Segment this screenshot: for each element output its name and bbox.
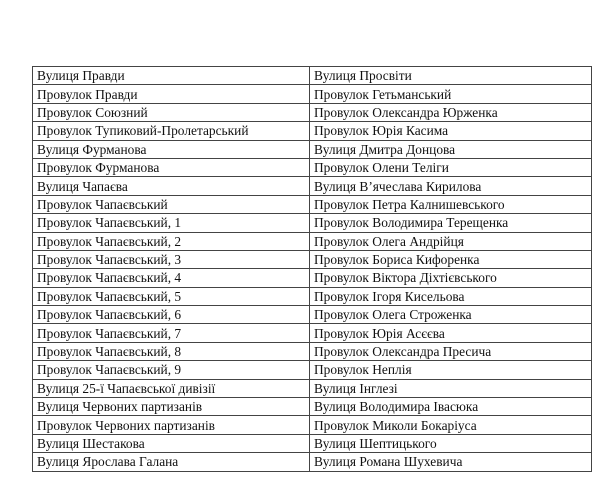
new-street-name-cell: Вулиця В’ячеслава Кирилова	[310, 177, 592, 195]
old-street-name-cell: Провулок Чапаєвський, 2	[33, 232, 310, 250]
new-street-name-cell: Вулиця Дмитра Донцова	[310, 140, 592, 158]
table-row	[33, 342, 592, 360]
table-row	[33, 103, 592, 121]
street-rename-table	[32, 66, 592, 472]
new-street-name-cell: Провулок Миколи Бокаріуса	[310, 416, 592, 434]
new-street-name-cell: Провулок Юрія Касима	[310, 122, 592, 140]
table-row	[33, 140, 592, 158]
table-row	[33, 453, 592, 471]
table-row	[33, 434, 592, 452]
old-street-name-cell: Вулиця Чапаєва	[33, 177, 310, 195]
table-row	[33, 67, 592, 85]
old-street-name-cell: Провулок Фурманова	[33, 158, 310, 176]
table-row	[33, 269, 592, 287]
old-street-name-cell: Провулок Чапаєвський, 1	[33, 214, 310, 232]
table-row	[33, 306, 592, 324]
new-street-name-cell: Провулок Володимира Терещенка	[310, 214, 592, 232]
new-street-name-cell: Вулиця Інглезі	[310, 379, 592, 397]
old-street-name-cell: Провулок Чапаєвський, 8	[33, 342, 310, 360]
new-street-name-cell: Провулок Олега Строженка	[310, 306, 592, 324]
old-street-name-cell: Вулиця Фурманова	[33, 140, 310, 158]
old-street-name-cell: Вулиця Червоних партизанів	[33, 398, 310, 416]
table-row	[33, 250, 592, 268]
new-street-name-cell: Вулиця Романа Шухевича	[310, 453, 592, 471]
new-street-name-cell: Провулок Петра Калнишевського	[310, 195, 592, 213]
old-street-name-cell: Провулок Чапаєвський, 6	[33, 306, 310, 324]
old-street-name-cell: Вулиця Шестакова	[33, 434, 310, 452]
old-street-name-cell: Провулок Чапаєвський, 5	[33, 287, 310, 305]
old-street-name-cell: Провулок Союзний	[33, 103, 310, 121]
old-street-name-cell: Провулок Чапаєвський, 4	[33, 269, 310, 287]
table-row	[33, 361, 592, 379]
new-street-name-cell: Вулиця Просвіти	[310, 67, 592, 85]
table-row	[33, 324, 592, 342]
table-row	[33, 122, 592, 140]
table-row	[33, 379, 592, 397]
old-street-name-cell: Провулок Правди	[33, 85, 310, 103]
new-street-name-cell: Вулиця Володимира Івасюка	[310, 398, 592, 416]
new-street-name-cell: Провулок Ігоря Кисельова	[310, 287, 592, 305]
table-row	[33, 158, 592, 176]
old-street-name-cell: Провулок Тупиковий-Пролетарський	[33, 122, 310, 140]
new-street-name-cell: Провулок Гетьманський	[310, 85, 592, 103]
table-row	[33, 214, 592, 232]
new-street-name-cell: Провулок Олександра Юрженка	[310, 103, 592, 121]
old-street-name-cell: Вулиця Правди	[33, 67, 310, 85]
old-street-name-cell: Провулок Чапаєвський	[33, 195, 310, 213]
new-street-name-cell: Провулок Неплія	[310, 361, 592, 379]
old-street-name-cell: Провулок Чапаєвський, 9	[33, 361, 310, 379]
new-street-name-cell: Провулок Бориса Кифоренка	[310, 250, 592, 268]
table-row	[33, 195, 592, 213]
old-street-name-cell: Провулок Чапаєвський, 3	[33, 250, 310, 268]
table-row	[33, 232, 592, 250]
old-street-name-cell: Вулиця Ярослава Галана	[33, 453, 310, 471]
table-row	[33, 416, 592, 434]
table-row	[33, 85, 592, 103]
new-street-name-cell: Провулок Олександра Пресича	[310, 342, 592, 360]
table-row	[33, 398, 592, 416]
old-street-name-cell: Вулиця 25-ї Чапаєвської дивізії	[33, 379, 310, 397]
new-street-name-cell: Провулок Віктора Діхтієвського	[310, 269, 592, 287]
table-row	[33, 287, 592, 305]
street-rename-table-body	[33, 67, 592, 472]
new-street-name-cell: Вулиця Шептицького	[310, 434, 592, 452]
old-street-name-cell: Провулок Червоних партизанів	[33, 416, 310, 434]
new-street-name-cell: Провулок Юрія Асєєва	[310, 324, 592, 342]
new-street-name-cell: Провулок Олени Теліги	[310, 158, 592, 176]
table-row	[33, 177, 592, 195]
old-street-name-cell: Провулок Чапаєвський, 7	[33, 324, 310, 342]
new-street-name-cell: Провулок Олега Андрійця	[310, 232, 592, 250]
